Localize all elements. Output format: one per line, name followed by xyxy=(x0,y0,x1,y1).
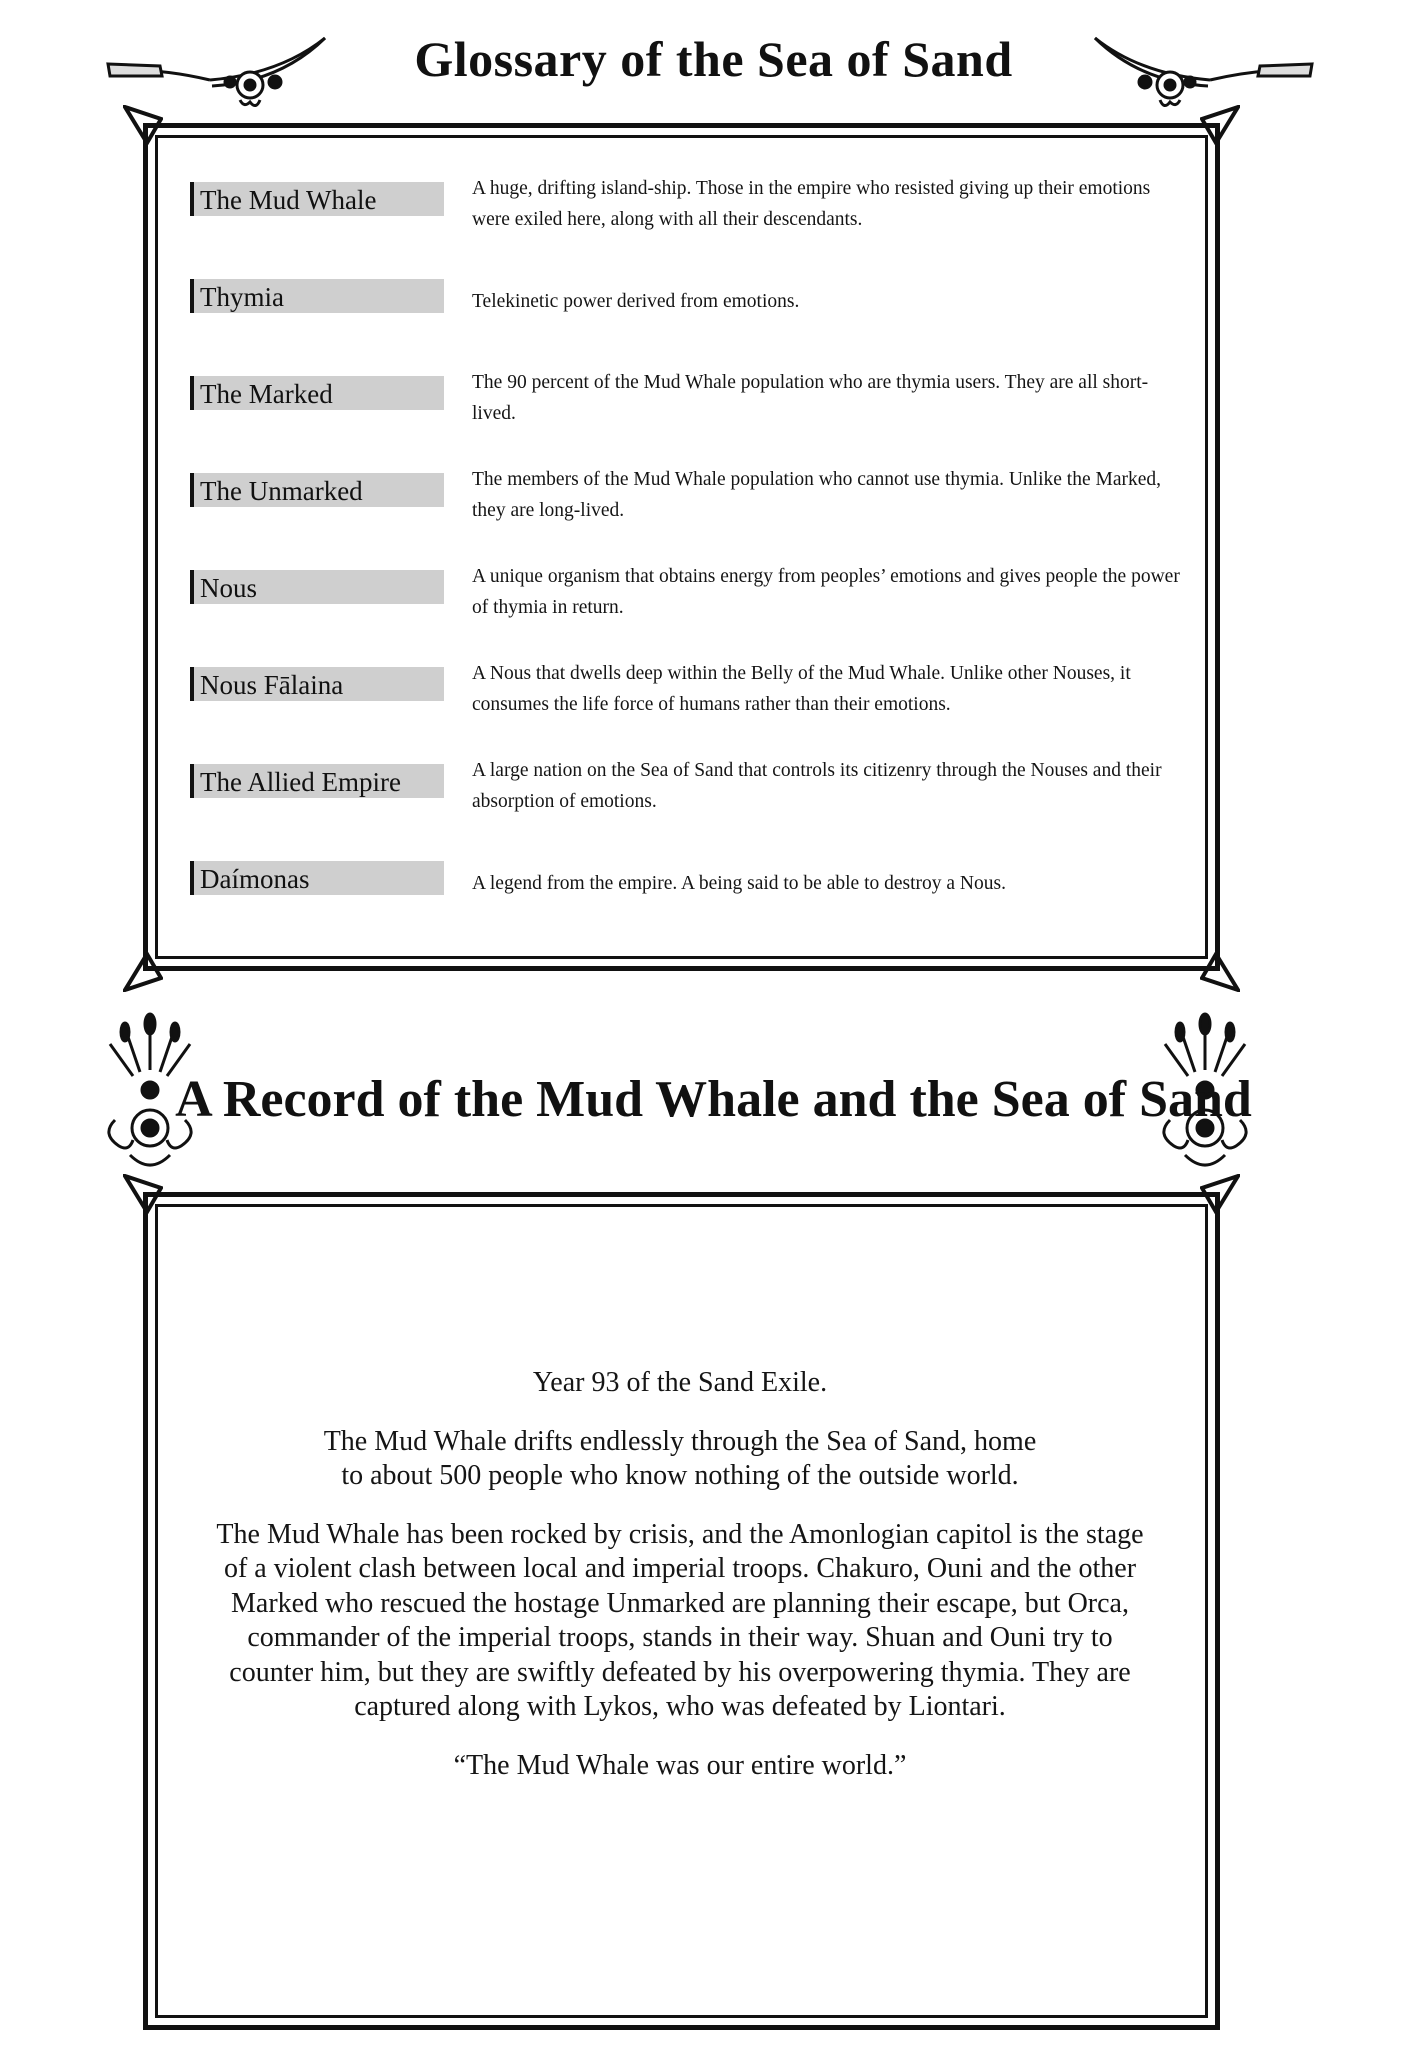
glossary-entry xyxy=(190,364,1190,461)
glossary-definition: A huge, drifting island-ship. Those in the empire who resisted giving up their emotions were exiled here, along with all their descendants. xyxy=(472,178,1151,230)
record-paragraph: The Mud Whale drifts endlessly through the Sea of Sand, home to about 500 people who know nothing of the outside world. xyxy=(323,1425,1037,1491)
glossary-entry xyxy=(190,558,1190,655)
record-summary xyxy=(200,1366,1160,1807)
dagger-ornament-icon xyxy=(1090,30,1320,110)
glossary-term: The Allied Empire xyxy=(190,764,444,798)
frame-corner-ornament xyxy=(1200,105,1240,145)
glossary-definition: A Nous that dwells deep within the Belly of the Mud Whale. Unlike other Nouses, it consumes the life force of humans rather than their emotions. xyxy=(472,663,1131,715)
glossary-definition: A unique organism that obtains energy from peoples’ emotions and gives people the power of thymia in return. xyxy=(472,566,1180,618)
glossary-title: Glossary of the Sea of Sand xyxy=(414,31,1013,87)
dagger-ornament-icon xyxy=(100,30,330,110)
frame-corner-ornament xyxy=(123,105,163,145)
glossary-term: The Mud Whale xyxy=(190,182,444,216)
glossary-definition: Telekinetic power derived from emotions. xyxy=(472,291,800,312)
glossary-term: Daímonas xyxy=(190,861,444,895)
glossary-term: Nous xyxy=(190,570,444,604)
glossary-entry xyxy=(190,461,1190,558)
glossary-term: Nous Fālaina xyxy=(190,667,444,701)
glossary-definition: The 90 percent of the Mud Whale population who are thymia users. They are all short-lived. xyxy=(472,372,1149,424)
glossary-term: The Marked xyxy=(190,376,444,410)
glossary-entry xyxy=(190,267,1190,364)
frame-corner-ornament xyxy=(1200,1174,1240,1214)
record-quote: “The Mud Whale was our entire world.” xyxy=(453,1749,907,1781)
glossary-term: Thymia xyxy=(190,279,444,313)
frame-corner-ornament xyxy=(123,952,163,992)
glossary-term: The Unmarked xyxy=(190,473,444,507)
record-paragraph: Year 93 of the Sand Exile. xyxy=(532,1367,828,1398)
glossary-definition: The members of the Mud Whale population who cannot use thymia. Unlike the Marked, they are long-lived. xyxy=(472,469,1162,521)
glossary-entry xyxy=(190,655,1190,752)
glossary-definition: A large nation on the Sea of Sand that controls its citizenry through the Nouses and their absorption of emotions. xyxy=(472,760,1162,812)
record-paragraph: The Mud Whale has been rocked by crisis, and the Amonlogian capitol is the stage of a violent clash between local and imperial troops. Chakuro, Ouni and the other Marked who rescued the hostage Unmarked are planning their escape, but Orca, commander of the imperial troops, stands in their way. Shuan and Ouni try to counter him, but they are swiftly defeated by his overpowering thymia. They are captured along with Lykos, who was defeated by Liontari. xyxy=(216,1518,1144,1722)
frame-corner-ornament xyxy=(123,1174,163,1214)
glossary-entry xyxy=(190,849,1190,946)
glossary-entry xyxy=(190,752,1190,849)
glossary-entry xyxy=(190,170,1190,267)
glossary-definition: A legend from the empire. A being said to be able to destroy a Nous. xyxy=(472,873,1006,894)
glossary-list xyxy=(190,170,1190,946)
frame-corner-ornament xyxy=(1200,952,1240,992)
record-title: A Record of the Mud Whale and the Sea of Sand xyxy=(175,1071,1252,1128)
